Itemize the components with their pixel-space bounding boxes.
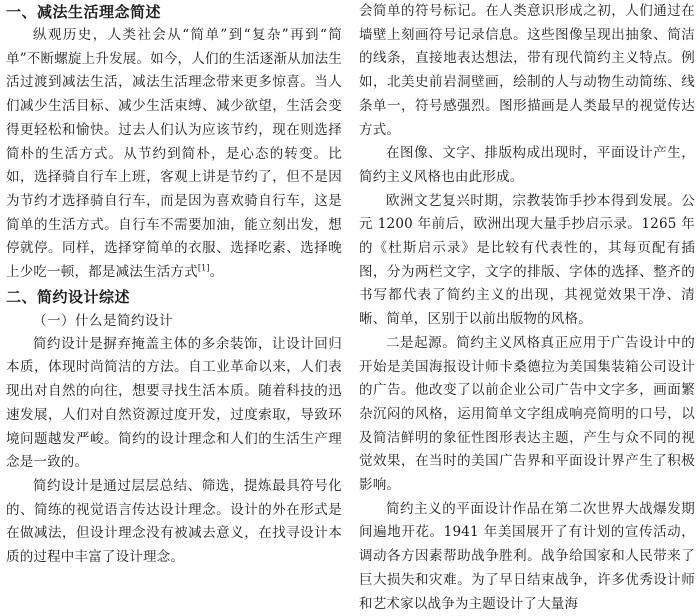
right-column (359, 0, 695, 616)
paragraph-advertising-origin: 二是起源。简约主义风格真正应用于广告设计中的开始是美国海报设计师卡桑德拉为美国集装箱公司设计的广告。他改变了以前企业公司广告中文字多，画面繁杂沉闷的风格，运用简单文字组成响亮简明的口号，以及简洁鲜明的象征性图形表达主题，产生与众不同的视觉效果，在当时的美国广告界和平面设计界产生了积极影响。 (359, 334, 695, 494)
paragraph-lifestyle-intro (6, 24, 342, 285)
paragraph-wwii: 简约主义的平面设计作品在第二次世界大战爆发期间遍地开花。1941 年美国展开了有计划的宣传活动，调动各方因素帮助战争胜利。战争给国家和人民带来了巨大损失和灾难。为了早日结束战争，许多优秀设计师和艺术家以战争为主题设计了大量海 (359, 500, 695, 612)
paragraph-symbolic: 简约设计是通过层层总结、筛选，提炼最具符号化的、简练的视觉语言传达设计理念。设计的外在形式是在做减法，但设计理念没有被减去意义，在找寻设计本质的过程中丰富了设计理念。 (6, 477, 342, 566)
paragraph-lifestyle-text: 纵观历史，人类社会从“简单”到“复杂”再到“简单”不断螺旋上升发展。如今，人们的生活逐渐从加法生活过渡到减法生活，减法生活理念带来更多惊喜。当人们减少生活目标、减少生活束缚、减少欲望，生活会变得更轻松和愉快。过去人们认为应该节约，现在则选择简朴的生活方式。从节约到简朴，是心态的转变。比如，选择骑自行车上班，客观上讲是节约了，但不是因为节约才选择骑自行车，而是因为喜欢骑自行车，这是简单的生活方式。自行车不需要加油，能立刻出发，想停就停。同样，选择穿简单的衣服、选择吃素、选择晚上少吃一顿，都是减法生活方式 (6, 27, 342, 281)
section-heading-lifestyle: 一、减法生活理念简述 (6, 3, 162, 21)
paragraph-lifestyle-end: 。 (209, 264, 224, 281)
subsection-heading-what-is: （一）什么是简约设计 (33, 312, 173, 329)
left-column (6, 0, 342, 570)
paragraph-prehistoric: 会简单的符号标记。在人类意识形成之初，人们通过在墙壁上刻画符号记录信息。这些图像呈现出抽象、简洁的线条，直接地表达想法，带有现代简约主义特点。例如，北美史前岩洞壁画，绘制的人与动物生动简练、线条单一，符号感强烈。图形描画是人类最早的视觉传达方式。 (359, 3, 695, 138)
paragraph-graphic-design-origin: 在图像、文字、排版构成出现时，平面设计产生，简约主义风格也由此形成。 (359, 145, 695, 185)
citation-ref[interactable]: [1] (197, 263, 210, 273)
paragraph-definition: 简约设计是摒弃掩盖主体的多余装饰，让设计回归本质，体现时尚简洁的方法。自工业革命以来，人们表现出对自然的向往，想要寻找生活本质。随着科技的迅速发展，人们对自然资源过度开发，过度索取，导致环境问题越发严峻。简约的设计理念和人们的生活生产理念是一致的。 (6, 335, 342, 471)
section-heading-minimalist: 二、简约设计综述 (6, 287, 131, 306)
paragraph-renaissance: 欧洲文艺复兴时期，宗教装饰手抄本得到发展。公元 1200 年前后，欧洲出现大量手抄启示录。1265 年的《杜斯启示录》是比较有代表性的，其每页配有插图，分为两栏文字，文字的排版、字体的选择、整齐的书写都代表了简约主义的出现，其视觉效果干净、清晰、简单，区别于以前出版物的风格。 (359, 192, 695, 328)
